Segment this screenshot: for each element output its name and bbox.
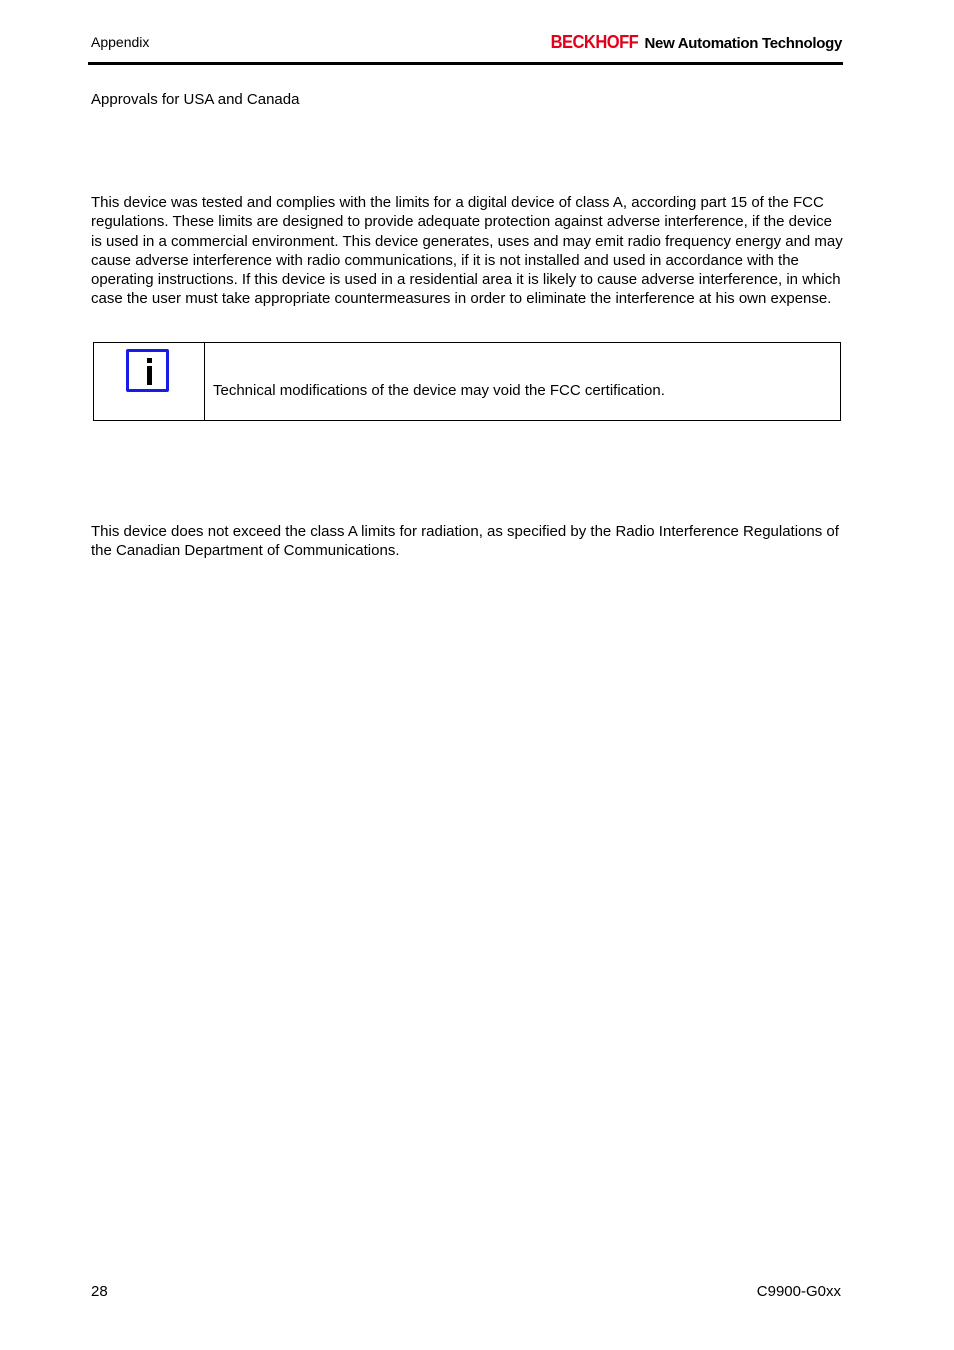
- header-section-title: Appendix: [91, 34, 150, 50]
- page-heading: Approvals for USA and Canada: [91, 91, 300, 108]
- document-id: C9900-G0xx: [756, 1283, 841, 1300]
- brand-logo: [543, 31, 842, 55]
- fcc-paragraph: This device was tested and complies with the limits for a digital device of class A, according part 15 of the FCC regulations. These limits are designed to provide adequate protection against adverse interference, if the device is used in a commercial environment. This device generates, uses and may emit radio frequency energy and may cause adverse interference with radio communications, if it is not installed and used in accordance with the operating instructions. If this device is used in a residential area it is likely to cause adverse interference, in which case the user must take appropriate countermeasures in order to eliminate the interference at his own expense.: [91, 194, 843, 308]
- note-text: Technical modifications of the device may void the FCC certification.: [213, 382, 665, 399]
- note-box: [93, 342, 841, 421]
- header-divider: [88, 62, 843, 65]
- note-icon-cell: [94, 343, 205, 420]
- info-icon-dot: [147, 358, 152, 363]
- canada-paragraph: This device does not exceed the class A limits for radiation, as specified by the Radio Interference Regulations of the Canadian Department of Communications.: [91, 523, 839, 560]
- page-number: 28: [91, 1283, 108, 1300]
- brand-name: BECKHOFF: [550, 32, 639, 52]
- note-text-cell: [205, 343, 840, 420]
- info-icon: [126, 349, 169, 392]
- info-icon-stem: [147, 366, 152, 385]
- brand-tagline: New Automation Technology: [644, 35, 842, 52]
